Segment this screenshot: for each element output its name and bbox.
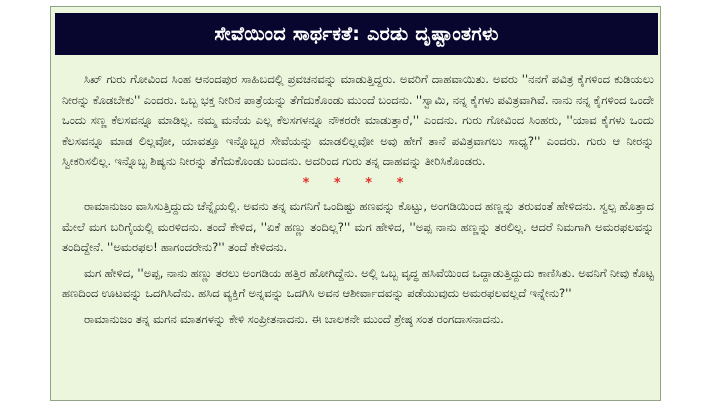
story-box [50, 6, 661, 401]
story-paragraph-son-reply: ಮಗ ಹೇಳಿದ, ''ಅಪ್ಪ, ನಾನು ಹಣ್ಣು ತರಲು ಅಂಗಡಿಯ ಹತ್ತಿರ ಹೋಗಿದ್ದೆನು. ಅಲ್ಲಿ ಒಬ್ಬ ವೃದ್ಧ ಹಸಿವೆಯಿಂದ ಒದ್ದಾಡುತ್ತಿದ್ದುದು ಕಾಣಿಸಿತು. ಅವನಿಗೆ ನೀವು ಕೊಟ್ಟ ಹಣದಿಂದ ಊಟವನ್ನು ಒದಗಿಸಿದೆನು. ಹಸಿದ ವ್ಯಕ್ತಿಗೆ ಅನ್ನವನ್ನು ಒದಗಿಸಿ ಅವನ ಆಶೀರ್ವಾದವನ್ನು ಪಡೆಯುವುದು ಅಮರಫಲವಲ್ಲದೆ ಇನ್ನೇನು?'' [62, 265, 654, 301]
story-paragraph-guru-govind-singh: ಸಿಖ್ ಗುರು ಗೋವಿಂದ ಸಿಂಹ ಆನಂದಪುರ ಸಾಹಿಬದಲ್ಲಿ ಪ್ರವಚನವನ್ನು ಮಾಡುತ್ತಿದ್ದರು. ಅವರಿಗೆ ದಾಹವಾಯಿತು. ಅವರು ''ನನಗೆ ಪವಿತ್ರ ಕೈಗಳಿಂದ ಕುಡಿಯಲು ನೀರನ್ನು ಕೊಡಬೇಕು'' ಎಂದರು. ಒಬ್ಬ ಭಕ್ತ ನೀರಿನ ಪಾತ್ರೆಯನ್ನು ತೆಗೆದುಕೊಂಡು ಮುಂದೆ ಬಂದನು. ''ಸ್ವಾಮಿ, ನನ್ನ ಕೈಗಳು ಪವಿತ್ರವಾಗಿವೆ. ನಾನು ನನ್ನ ಕೈಗಳಿಂದ ಒಂದೇ ಒಂದು ಸಣ್ಣ ಕೆಲಸವನ್ನೂ ಮಾಡಿಲ್ಲ. ನಮ್ಮ ಮನೆಯ ಎಲ್ಲ ಕೆಲಸಗಳನ್ನೂ ನೌಕರರೇ ಮಾಡುತ್ತಾರೆ,'' ಎಂದನು. ಗುರು ಗೋವಿಂದ ಸಿಂಹರು, ''ಯಾವ ಕೈಗಳು ಒಂದು ಕೆಲಸವನ್ನೂ ಮಾಡ ಲಿಲ್ಲವೋ, ಯಾವತ್ತೂ ಇನ್ನೊಬ್ಬರ ಸೇವೆಯನ್ನು ಮಾಡಲಿಲ್ಲವೋ ಅವು ಹೇಗೆ ತಾನೆ ಪವಿತ್ರವಾಗಲು ಸಾಧ್ಯ?'' ಎಂದರು. ಗುರು ಆ ನೀರನ್ನು ಸ್ವೀಕರಿಸಲಿಲ್ಲ. ಇನ್ನೊಬ್ಬ ಶಿಷ್ಯನು ನೀರನ್ನು ತೆಗೆದುಕೊಂಡು ಬಂದನು. ಅದರಿಂದ ಗುರು ತನ್ನ ದಾಹವನ್ನು ತೀರಿಸಿಕೊಂಡರು. [62, 72, 654, 169]
story-paragraph-ramanujam-son: ರಾಮಾನುಜಂ ವಾಸಿಸುತ್ತಿದ್ದುದು ಚೆನ್ನೈಯಲ್ಲಿ. ಅವನು ತನ್ನ ಮಗನಿಗೆ ಒಂದಿಷ್ಟು ಹಣವನ್ನು ಕೊಟ್ಟು, ಅಂಗಡಿಯಿಂದ ಹಣ್ಣನ್ನು ತರುವಂತೆ ಹೇಳಿದನು. ಸ್ವಲ್ಪ ಹೊತ್ತಾದ ಮೇಲೆ ಮಗ ಬರಿಗೈಯಲ್ಲಿ ಮರಳಿದನು. ತಂದೆ ಕೇಳಿದ, ''ಏಕೆ ಹಣ್ಣು ತಂದಿಲ್ಲ?'' ಮಗ ಹೇಳಿದ, ''ಅಪ್ಪ ನಾನು ಹಣ್ಣನ್ನು ತರಲಿಲ್ಲ. ಆದರೆ ನಿಮಗಾಗಿ ಅಮರಫಲವನ್ನು ತಂದಿದ್ದೇನೆ. ''ಅಮರಫಲ! ಹಾಗಂದರೇನು?'' ತಂದೆ ಕೇಳಿದನು. [62, 198, 654, 255]
story-title: ಸೇವೆಯಿಂದ ಸಾರ್ಥಕತೆ: ಎರಡು ದೃಷ್ಟಾಂತಗಳು [55, 13, 658, 55]
story-separator-stars: * * * * [302, 175, 414, 191]
story-content [62, 69, 654, 330]
story-paragraph-conclusion: ರಾಮಾನುಜಂ ತನ್ನ ಮಗನ ಮಾತಗಳನ್ನು ಕೇಳಿ ಸಂಪ್ರೀತನಾದನು. ಈ ಬಾಲಕನೇ ಮುಂದೆ ಶ್ರೇಷ್ಠ ಸಂತ ರಂಗದಾಸನಾದನು. [84, 311, 504, 326]
